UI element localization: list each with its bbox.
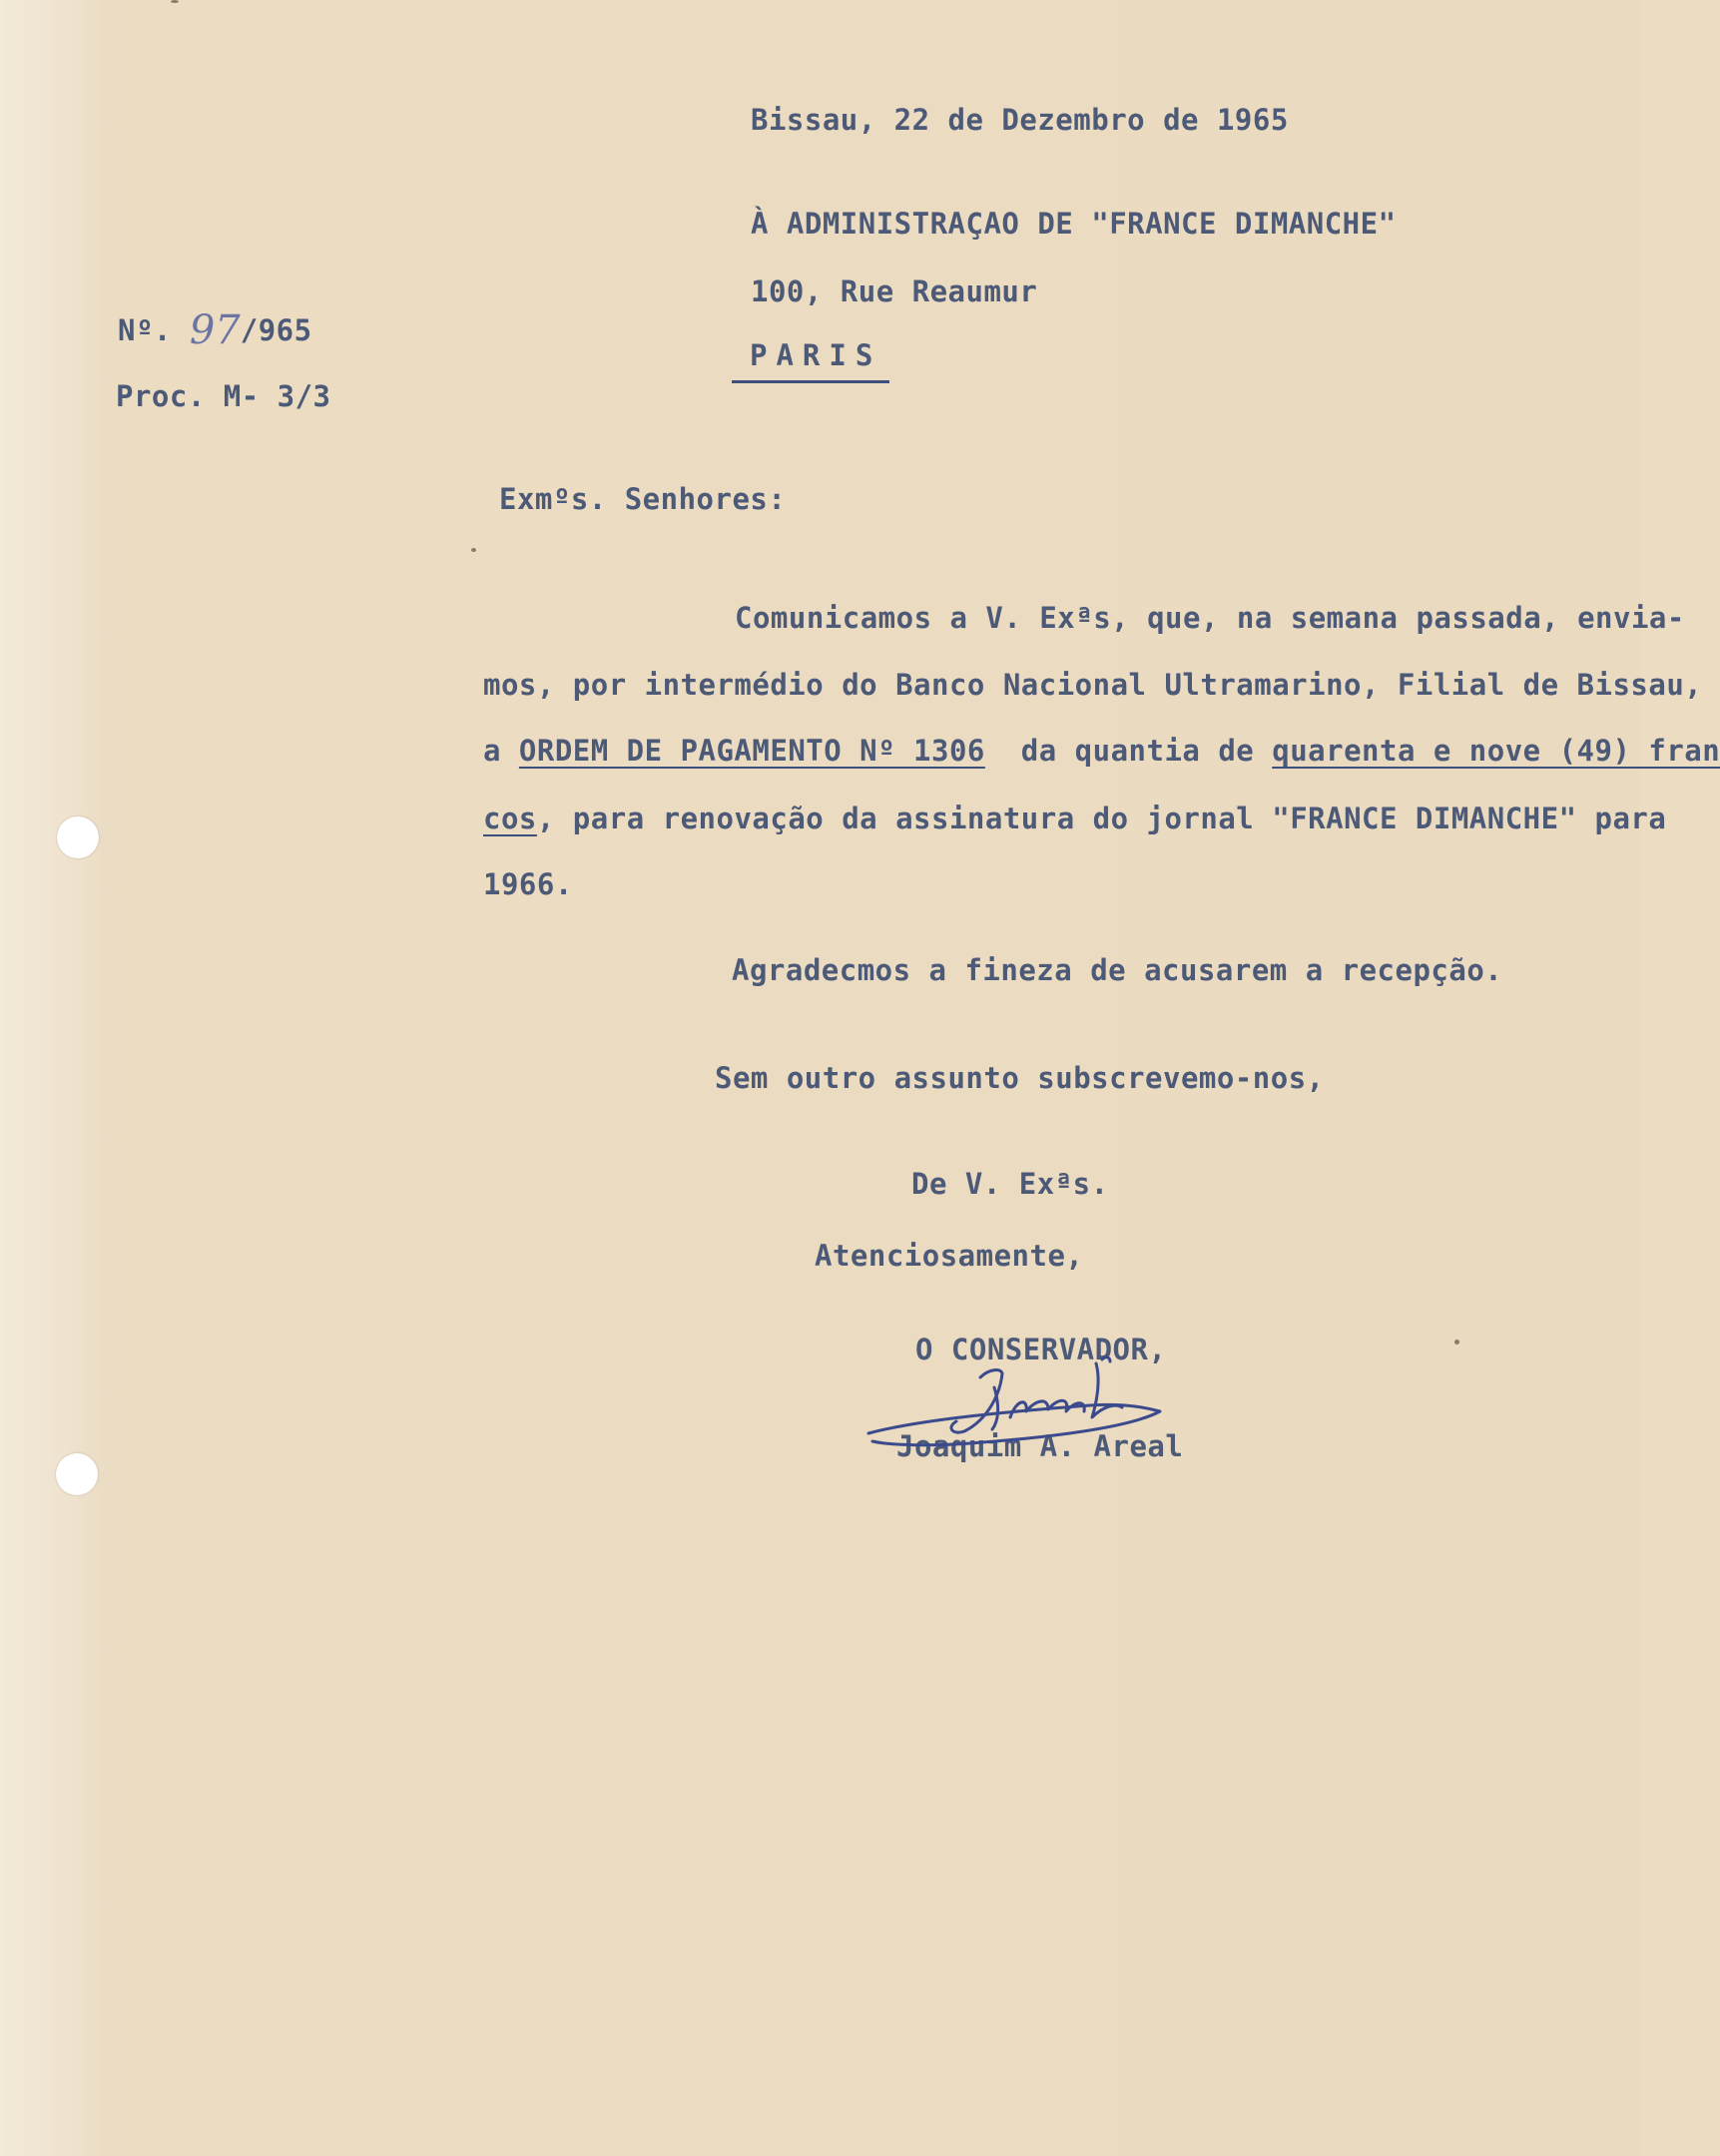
reference-number-prefix: Nº.	[118, 313, 172, 347]
punch-hole-top	[57, 816, 99, 858]
signature-role: O CONSERVADOR,	[915, 1333, 1167, 1366]
payment-amount-continued: cos	[483, 802, 537, 835]
handwritten-number: 97	[189, 307, 241, 353]
reference-number	[118, 307, 312, 353]
body-line-5: 1966.	[483, 867, 573, 901]
payment-amount: quarenta e nove (49) fran	[1272, 734, 1720, 768]
paper-left-margin-band	[0, 0, 112, 2156]
payment-order-reference: ORDEM DE PAGAMENTO Nº 1306	[518, 734, 985, 768]
punch-hole-bottom	[56, 1453, 98, 1495]
city-paris: PARIS	[732, 341, 889, 383]
street-address: 100, Rue Reaumur	[751, 274, 1038, 308]
paper-speck	[171, 0, 179, 3]
salutation: Exmºs. Senhores:	[499, 482, 787, 516]
body-line-3-start: a	[483, 734, 519, 768]
paper-speck	[1454, 1340, 1459, 1345]
body-line-4-rest: , para renovação da assinatura do jornal "FRANCE DIMANCHE" para	[536, 802, 1667, 835]
thanks-line: Agradecmos a fineza de acusarem a recepção.	[732, 953, 1503, 987]
valediction: Atenciosamente,	[815, 1239, 1084, 1273]
signer-name: Joaquim A. Areal	[896, 1429, 1184, 1463]
reference-number-suffix: /965	[240, 313, 312, 347]
body-line-4	[483, 802, 1667, 835]
body-line-1: Comunicamos a V. Exªs, que, na semana passada, envia-	[735, 601, 1685, 635]
handwritten-signature	[860, 1348, 1180, 1467]
body-line-2: mos, por intermédio do Banco Nacional Ultramarino, Filial de Bissau,	[483, 668, 1703, 702]
letter-date: Bissau, 22 de Dezembro de 1965	[751, 103, 1289, 137]
body-line-3-middle: da quantia de	[984, 734, 1273, 768]
regards-line: De V. Exªs.	[911, 1167, 1109, 1201]
process-reference: Proc. M- 3/3	[116, 379, 331, 413]
body-line-3	[483, 734, 1720, 768]
addressee-line: À ADMINISTRAÇAO DE "FRANCE DIMANCHE"	[751, 207, 1397, 241]
closing-line: Sem outro assunto subscrevemo-nos,	[715, 1061, 1325, 1095]
paper-speck	[471, 548, 476, 552]
